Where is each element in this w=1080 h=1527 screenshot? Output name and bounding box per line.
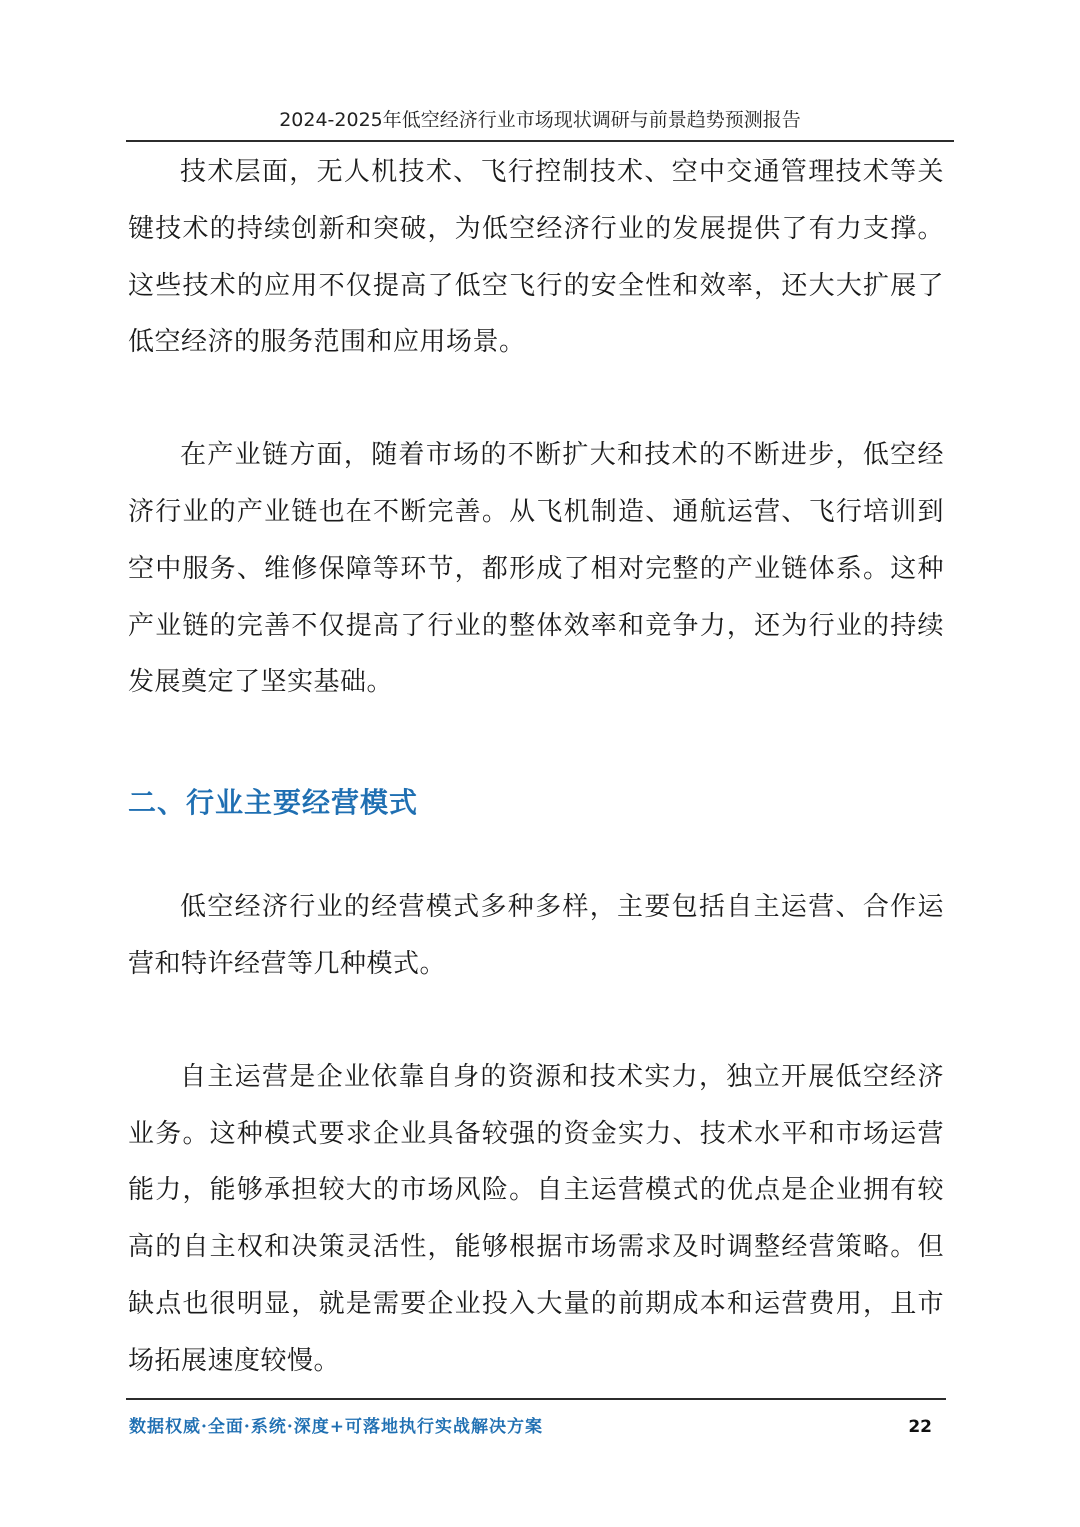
page-content [128,144,944,1390]
body-paragraph-business-models: 低空经济行业的经营模式多种多样，主要包括自主运营、合作运营和特许经营等几种模式。 [128,892,944,979]
body-paragraph-industry-chain: 在产业链方面，随着市场的不断扩大和技术的不断进步，低空经济行业的产业链也在不断完善。从飞机制造、通航运营、飞行培训到空中服务、维修保障等环节，都形成了相对完整的产业链体系。这种产业链的完善不仅提高了行业的整体效率和竞争力，还为行业的持续发展奠定了坚实基础。 [128,440,944,698]
header-divider [126,140,954,142]
page-number: 22 [908,1417,932,1437]
body-paragraph-technology: 技术层面，无人机技术、飞行控制技术、空中交通管理技术等关键技术的持续创新和突破，为低空经济行业的发展提供了有力支撑。这些技术的应用不仅提高了低空飞行的安全性和效率，还大大扩展了低空经济的服务范围和应用场景。 [128,157,944,358]
section-heading: 二、行业主要经营模式 [128,786,419,820]
footer-slogan: 数据权威·全面·系统·深度+可落地执行实战解决方案 [129,1417,543,1437]
page-header-title: 2024-2025年低空经济行业市场现状调研与前景趋势预测报告 [279,109,801,131]
footer-divider [126,1398,946,1400]
body-paragraph-self-operation: 自主运营是企业依靠自身的资源和技术实力，独立开展低空经济业务。这种模式要求企业具备较强的资金实力、技术水平和市场运营能力，能够承担较大的市场风险。自主运营模式的优点是企业拥有较高的自主权和决策灵活性，能够根据市场需求及时调整经营策略。但缺点也很明显，就是需要企业投入大量的前期成本和运营费用，且市场拓展速度较慢。 [128,1061,944,1376]
